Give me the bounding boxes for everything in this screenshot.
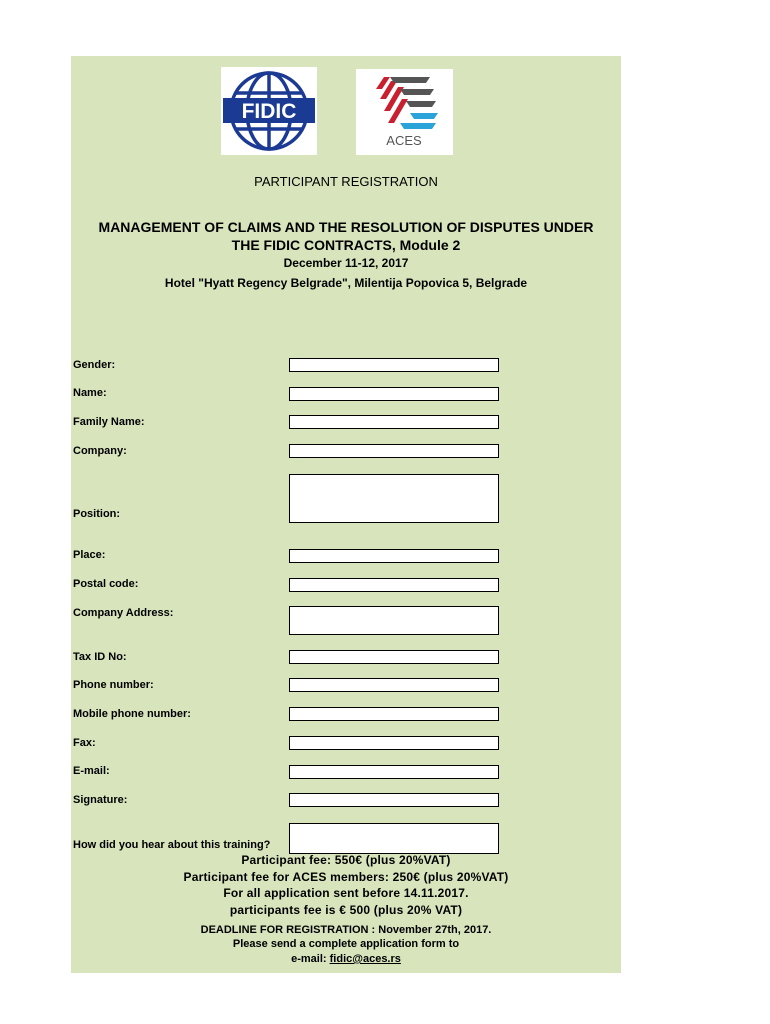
fee-early-note: For all application sent before 14.11.2017. — [223, 886, 469, 900]
contact-email-link[interactable]: fidic@aces.rs — [329, 953, 401, 965]
send-instruction: Please send a complete application form to — [232, 938, 460, 950]
company-field[interactable] — [289, 444, 499, 458]
course-title-line2: THE FIDIC CONTRACTS, Module 2 — [231, 237, 461, 253]
aces-logo — [356, 69, 453, 155]
deadline-text: DEADLINE FOR REGISTRATION : November 27th, 2017. — [200, 924, 492, 936]
company-address-label: Company Address: — [73, 607, 174, 619]
company-label: Company: — [73, 445, 127, 457]
phone-number-label: Phone number: — [73, 679, 154, 691]
svg-text:ACES: ACES — [386, 133, 422, 148]
email-prefix: e-mail: — [291, 953, 330, 965]
position-label: Position: — [73, 508, 121, 520]
fee-early-amount: participants fee is € 500 (plus 20% VAT) — [229, 903, 463, 917]
name-label: Name: — [73, 387, 107, 399]
phone-number-field[interactable] — [289, 678, 499, 692]
referral-label: How did you hear about this training? — [73, 839, 271, 851]
email-field[interactable] — [289, 765, 499, 779]
fee-aces-members: Participant fee for ACES members: 250€ (plus 20%VAT) — [183, 870, 509, 884]
email-label: E-mail: — [73, 765, 110, 777]
fax-label: Fax: — [73, 737, 96, 749]
contact-email-line — [71, 953, 621, 965]
svg-text:FIDIC: FIDIC — [241, 100, 297, 123]
signature-label: Signature: — [73, 794, 128, 806]
postal-code-field[interactable] — [289, 578, 499, 592]
fidic-logo — [221, 67, 317, 155]
position-field[interactable] — [289, 474, 499, 523]
company-address-field[interactable] — [289, 606, 499, 635]
place-label: Place: — [73, 549, 106, 561]
course-title-line1: MANAGEMENT OF CLAIMS AND THE RESOLUTION OF DISPUTES UNDER — [98, 219, 594, 235]
page-title: PARTICIPANT REGISTRATION — [254, 174, 438, 189]
fee-standard: Participant fee: 550€ (plus 20%VAT) — [241, 853, 451, 867]
signature-field[interactable] — [289, 793, 499, 807]
mobile-phone-label: Mobile phone number: — [73, 708, 191, 720]
gender-field[interactable] — [289, 358, 499, 372]
mobile-phone-field[interactable] — [289, 707, 499, 721]
name-field[interactable] — [289, 387, 499, 401]
family-name-label: Family Name: — [73, 416, 145, 428]
family-name-field[interactable] — [289, 415, 499, 429]
fax-field[interactable] — [289, 736, 499, 750]
postal-code-label: Postal code: — [73, 578, 139, 590]
gender-label: Gender: — [73, 359, 116, 371]
event-date: December 11-12, 2017 — [283, 256, 409, 270]
referral-field[interactable] — [289, 823, 499, 854]
tax-id-label: Tax ID No: — [73, 651, 127, 663]
event-venue: Hotel "Hyatt Regency Belgrade", Milentija Popovica 5, Belgrade — [164, 276, 528, 290]
tax-id-field[interactable] — [289, 650, 499, 664]
place-field[interactable] — [289, 549, 499, 563]
